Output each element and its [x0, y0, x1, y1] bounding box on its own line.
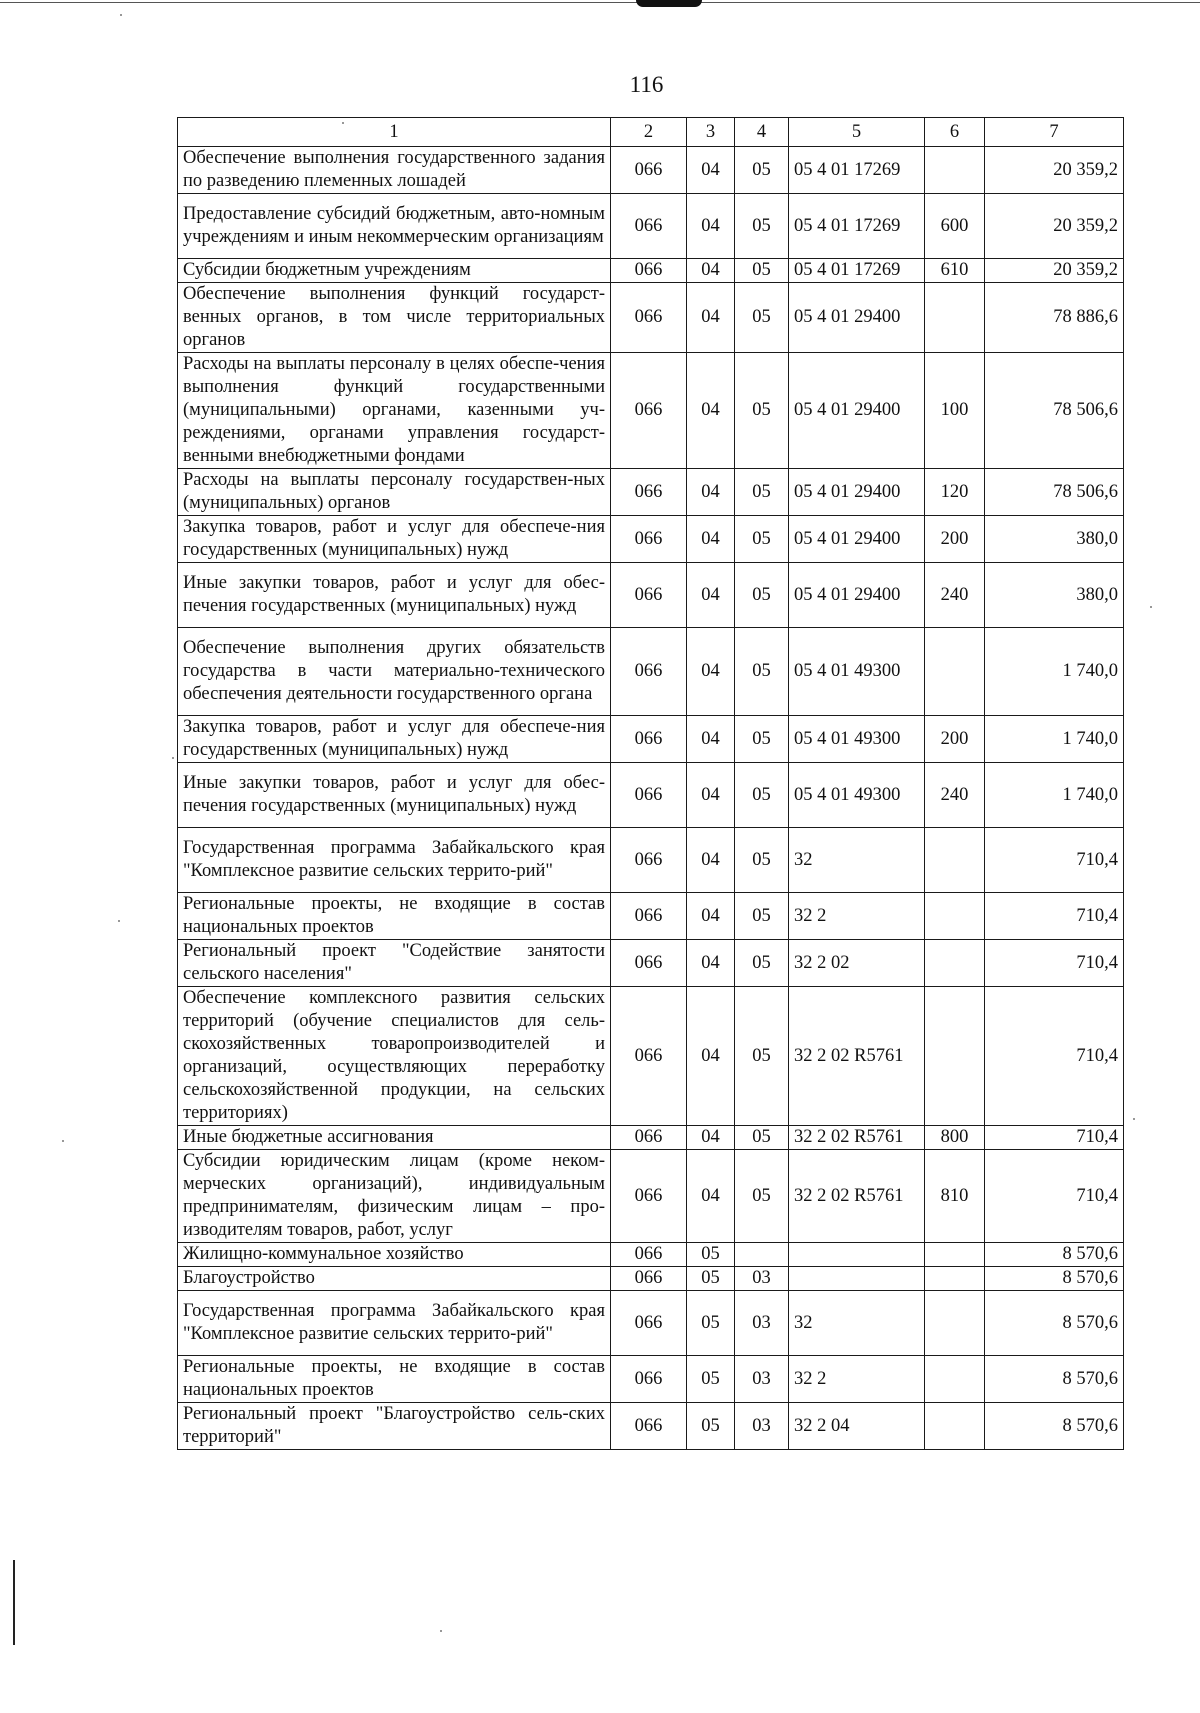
item-name-cell: Государственная программа Забайкальского края "Комплексное развитие сельских террито-рий"	[178, 828, 611, 893]
expense-type-cell	[925, 1403, 985, 1450]
scan-speck	[1133, 1118, 1135, 1120]
target-article-cell: 05 4 01 29400	[789, 283, 925, 353]
ministry-code-cell: 066	[611, 828, 687, 893]
ministry-code-cell: 066	[611, 563, 687, 628]
ministry-code-cell: 066	[611, 1403, 687, 1450]
ministry-code-cell: 066	[611, 763, 687, 828]
table-row	[178, 1291, 1124, 1356]
section-code-cell: 04	[687, 628, 735, 716]
scan-speck	[118, 920, 120, 922]
expense-type-cell: 810	[925, 1150, 985, 1243]
section-code-cell: 05	[687, 1356, 735, 1403]
subsection-code-cell: 05	[735, 1150, 789, 1243]
item-name-cell: Субсидии юридическим лицам (кроме неком-мерческих организаций), индивидуальным предпринимателям, физическим лицам – про-изводителям товаров, работ, услуг	[178, 1150, 611, 1243]
table-row	[178, 940, 1124, 987]
target-article-cell: 32	[789, 828, 925, 893]
expense-type-cell	[925, 1291, 985, 1356]
expense-type-cell: 610	[925, 259, 985, 283]
section-code-cell: 04	[687, 893, 735, 940]
section-code-cell: 05	[687, 1403, 735, 1450]
ministry-code-cell: 066	[611, 283, 687, 353]
table-row	[178, 516, 1124, 563]
column-header: 5	[789, 118, 925, 147]
amount-cell: 1 740,0	[985, 716, 1124, 763]
amount-cell: 380,0	[985, 563, 1124, 628]
table-row	[178, 1403, 1124, 1450]
section-code-cell: 04	[687, 1150, 735, 1243]
column-header: 4	[735, 118, 789, 147]
target-article-cell: 05 4 01 49300	[789, 763, 925, 828]
subsection-code-cell: 05	[735, 940, 789, 987]
table-row	[178, 1267, 1124, 1291]
expense-type-cell	[925, 987, 985, 1126]
amount-cell: 710,4	[985, 1150, 1124, 1243]
table-row	[178, 1356, 1124, 1403]
column-header: 6	[925, 118, 985, 147]
target-article-cell: 05 4 01 29400	[789, 516, 925, 563]
item-name-cell: Иные закупки товаров, работ и услуг для обес-печения государственных (муниципальных) нужд	[178, 563, 611, 628]
subsection-code-cell: 05	[735, 259, 789, 283]
section-code-cell: 04	[687, 283, 735, 353]
target-article-cell: 05 4 01 49300	[789, 716, 925, 763]
section-code-cell: 04	[687, 1126, 735, 1150]
subsection-code-cell: 05	[735, 763, 789, 828]
subsection-code-cell: 03	[735, 1267, 789, 1291]
table-row	[178, 563, 1124, 628]
item-name-cell: Региональные проекты, не входящие в состав национальных проектов	[178, 1356, 611, 1403]
section-code-cell: 04	[687, 987, 735, 1126]
ministry-code-cell: 066	[611, 353, 687, 469]
amount-cell: 8 570,6	[985, 1267, 1124, 1291]
table-row	[178, 353, 1124, 469]
table-row	[178, 893, 1124, 940]
column-header: 2	[611, 118, 687, 147]
scan-edge-line	[0, 2, 1200, 3]
amount-cell: 8 570,6	[985, 1403, 1124, 1450]
target-article-cell: 32 2 02 R5761	[789, 1126, 925, 1150]
expense-type-cell	[925, 828, 985, 893]
scan-margin-line	[13, 1560, 15, 1645]
item-name-cell: Расходы на выплаты персоналу в целях обеспе-чения выполнения функций государственными (муниципальными) органами, казенными уч-реждениями, органами управления государст-венными внебюджетными фондами	[178, 353, 611, 469]
ministry-code-cell: 066	[611, 516, 687, 563]
amount-cell: 78 506,6	[985, 469, 1124, 516]
ministry-code-cell: 066	[611, 716, 687, 763]
column-header: 1	[178, 118, 611, 147]
amount-cell: 710,4	[985, 987, 1124, 1126]
target-article-cell: 05 4 01 17269	[789, 147, 925, 194]
table-row	[178, 628, 1124, 716]
amount-cell: 1 740,0	[985, 628, 1124, 716]
table-row	[178, 716, 1124, 763]
item-name-cell: Расходы на выплаты персоналу государствен-ных (муниципальных) органов	[178, 469, 611, 516]
column-header: 3	[687, 118, 735, 147]
subsection-code-cell: 03	[735, 1291, 789, 1356]
table-header-row	[178, 118, 1124, 147]
section-code-cell: 04	[687, 353, 735, 469]
target-article-cell: 32 2 02	[789, 940, 925, 987]
item-name-cell: Обеспечение комплексного развития сельских территорий (обучение специалистов для сель-скохозяйственных товаропроизводителей и организаций, осуществляющих переработку сельскохозяйственной продукции, на сельских территориях)	[178, 987, 611, 1126]
table-row	[178, 1243, 1124, 1267]
table-row	[178, 1150, 1124, 1243]
ministry-code-cell: 066	[611, 1291, 687, 1356]
scan-speck	[172, 757, 174, 759]
subsection-code-cell: 05	[735, 987, 789, 1126]
expense-type-cell	[925, 1356, 985, 1403]
subsection-code-cell: 05	[735, 716, 789, 763]
amount-cell: 78 506,6	[985, 353, 1124, 469]
item-name-cell: Закупка товаров, работ и услуг для обеспече-ния государственных (муниципальных) нужд	[178, 516, 611, 563]
subsection-code-cell: 05	[735, 563, 789, 628]
table-row	[178, 987, 1124, 1126]
item-name-cell: Обеспечение выполнения функций государст-венных органов, в том числе территориальных органов	[178, 283, 611, 353]
expense-type-cell	[925, 1267, 985, 1291]
target-article-cell: 32 2 02 R5761	[789, 987, 925, 1126]
amount-cell: 710,4	[985, 940, 1124, 987]
item-name-cell: Региональный проект "Благоустройство сель-ских территорий"	[178, 1403, 611, 1450]
item-name-cell: Благоустройство	[178, 1267, 611, 1291]
section-code-cell: 04	[687, 469, 735, 516]
expense-type-cell	[925, 1243, 985, 1267]
ministry-code-cell: 066	[611, 1243, 687, 1267]
subsection-code-cell: 05	[735, 828, 789, 893]
expense-type-cell: 200	[925, 716, 985, 763]
subsection-code-cell: 05	[735, 628, 789, 716]
target-article-cell: 32 2 02 R5761	[789, 1150, 925, 1243]
table-row	[178, 194, 1124, 259]
ministry-code-cell: 066	[611, 1126, 687, 1150]
target-article-cell: 32 2	[789, 893, 925, 940]
amount-cell: 78 886,6	[985, 283, 1124, 353]
expense-type-cell: 120	[925, 469, 985, 516]
table-row	[178, 283, 1124, 353]
target-article-cell	[789, 1267, 925, 1291]
section-code-cell: 05	[687, 1291, 735, 1356]
subsection-code-cell: 05	[735, 469, 789, 516]
ministry-code-cell: 066	[611, 940, 687, 987]
expense-type-cell: 240	[925, 563, 985, 628]
item-name-cell: Жилищно-коммунальное хозяйство	[178, 1243, 611, 1267]
item-name-cell: Иные бюджетные ассигнования	[178, 1126, 611, 1150]
ministry-code-cell: 066	[611, 194, 687, 259]
amount-cell: 8 570,6	[985, 1291, 1124, 1356]
section-code-cell: 05	[687, 1243, 735, 1267]
ministry-code-cell: 066	[611, 1356, 687, 1403]
section-code-cell: 04	[687, 563, 735, 628]
table-row	[178, 469, 1124, 516]
section-code-cell: 04	[687, 828, 735, 893]
section-code-cell: 04	[687, 516, 735, 563]
ministry-code-cell: 066	[611, 1150, 687, 1243]
section-code-cell: 04	[687, 940, 735, 987]
subsection-code-cell: 05	[735, 194, 789, 259]
target-article-cell: 32	[789, 1291, 925, 1356]
target-article-cell: 05 4 01 49300	[789, 628, 925, 716]
table-row	[178, 1126, 1124, 1150]
scan-speck	[1150, 606, 1152, 608]
item-name-cell: Обеспечение выполнения других обязательств государства в части материально-технического обеспечения деятельности государственного органа	[178, 628, 611, 716]
target-article-cell: 32 2 04	[789, 1403, 925, 1450]
amount-cell: 710,4	[985, 893, 1124, 940]
ministry-code-cell: 066	[611, 987, 687, 1126]
expense-type-cell	[925, 893, 985, 940]
subsection-code-cell: 05	[735, 1126, 789, 1150]
expense-type-cell: 200	[925, 516, 985, 563]
table-row	[178, 259, 1124, 283]
scan-speck	[120, 14, 122, 16]
table-body	[178, 147, 1124, 1450]
item-name-cell: Предоставление субсидий бюджетным, авто-номным учреждениям и иным некоммерческим организациям	[178, 194, 611, 259]
amount-cell: 710,4	[985, 828, 1124, 893]
item-name-cell: Региональные проекты, не входящие в состав национальных проектов	[178, 893, 611, 940]
section-code-cell: 05	[687, 1267, 735, 1291]
page-number: 116	[629, 72, 664, 97]
expense-type-cell	[925, 283, 985, 353]
ministry-code-cell: 066	[611, 147, 687, 194]
expense-type-cell: 100	[925, 353, 985, 469]
section-code-cell: 04	[687, 716, 735, 763]
ministry-code-cell: 066	[611, 628, 687, 716]
column-header: 7	[985, 118, 1124, 147]
target-article-cell: 05 4 01 29400	[789, 469, 925, 516]
item-name-cell: Закупка товаров, работ и услуг для обеспече-ния государственных (муниципальных) нужд	[178, 716, 611, 763]
ministry-code-cell: 066	[611, 1267, 687, 1291]
scan-speck	[440, 1630, 442, 1632]
amount-cell: 8 570,6	[985, 1356, 1124, 1403]
subsection-code-cell: 05	[735, 893, 789, 940]
section-code-cell: 04	[687, 194, 735, 259]
item-name-cell: Иные закупки товаров, работ и услуг для обес-печения государственных (муниципальных) нужд	[178, 763, 611, 828]
target-article-cell: 05 4 01 17269	[789, 259, 925, 283]
target-article-cell: 05 4 01 17269	[789, 194, 925, 259]
table-row	[178, 147, 1124, 194]
subsection-code-cell: 05	[735, 353, 789, 469]
amount-cell: 20 359,2	[985, 147, 1124, 194]
subsection-code-cell: 05	[735, 516, 789, 563]
expense-type-cell: 240	[925, 763, 985, 828]
scan-speck	[62, 1140, 64, 1142]
section-code-cell: 04	[687, 147, 735, 194]
target-article-cell: 32 2	[789, 1356, 925, 1403]
expense-type-cell: 600	[925, 194, 985, 259]
item-name-cell: Субсидии бюджетным учреждениям	[178, 259, 611, 283]
subsection-code-cell	[735, 1243, 789, 1267]
scan-artifact-mark	[636, 0, 702, 7]
amount-cell: 380,0	[985, 516, 1124, 563]
section-code-cell: 04	[687, 763, 735, 828]
expense-type-cell	[925, 940, 985, 987]
item-name-cell: Обеспечение выполнения государственного задания по разведению племенных лошадей	[178, 147, 611, 194]
budget-table	[177, 117, 1124, 1450]
item-name-cell: Региональный проект "Содействие занятости сельского населения"	[178, 940, 611, 987]
subsection-code-cell: 05	[735, 283, 789, 353]
expense-type-cell: 800	[925, 1126, 985, 1150]
expense-type-cell	[925, 628, 985, 716]
amount-cell: 8 570,6	[985, 1243, 1124, 1267]
amount-cell: 1 740,0	[985, 763, 1124, 828]
amount-cell: 20 359,2	[985, 259, 1124, 283]
amount-cell: 20 359,2	[985, 194, 1124, 259]
subsection-code-cell: 05	[735, 147, 789, 194]
item-name-cell: Государственная программа Забайкальского края "Комплексное развитие сельских террито-рий"	[178, 1291, 611, 1356]
table-row	[178, 828, 1124, 893]
amount-cell: 710,4	[985, 1126, 1124, 1150]
expense-type-cell	[925, 147, 985, 194]
target-article-cell: 05 4 01 29400	[789, 353, 925, 469]
ministry-code-cell: 066	[611, 259, 687, 283]
target-article-cell: 05 4 01 29400	[789, 563, 925, 628]
section-code-cell: 04	[687, 259, 735, 283]
table-row	[178, 763, 1124, 828]
subsection-code-cell: 03	[735, 1403, 789, 1450]
ministry-code-cell: 066	[611, 469, 687, 516]
target-article-cell	[789, 1243, 925, 1267]
subsection-code-cell: 03	[735, 1356, 789, 1403]
ministry-code-cell: 066	[611, 893, 687, 940]
